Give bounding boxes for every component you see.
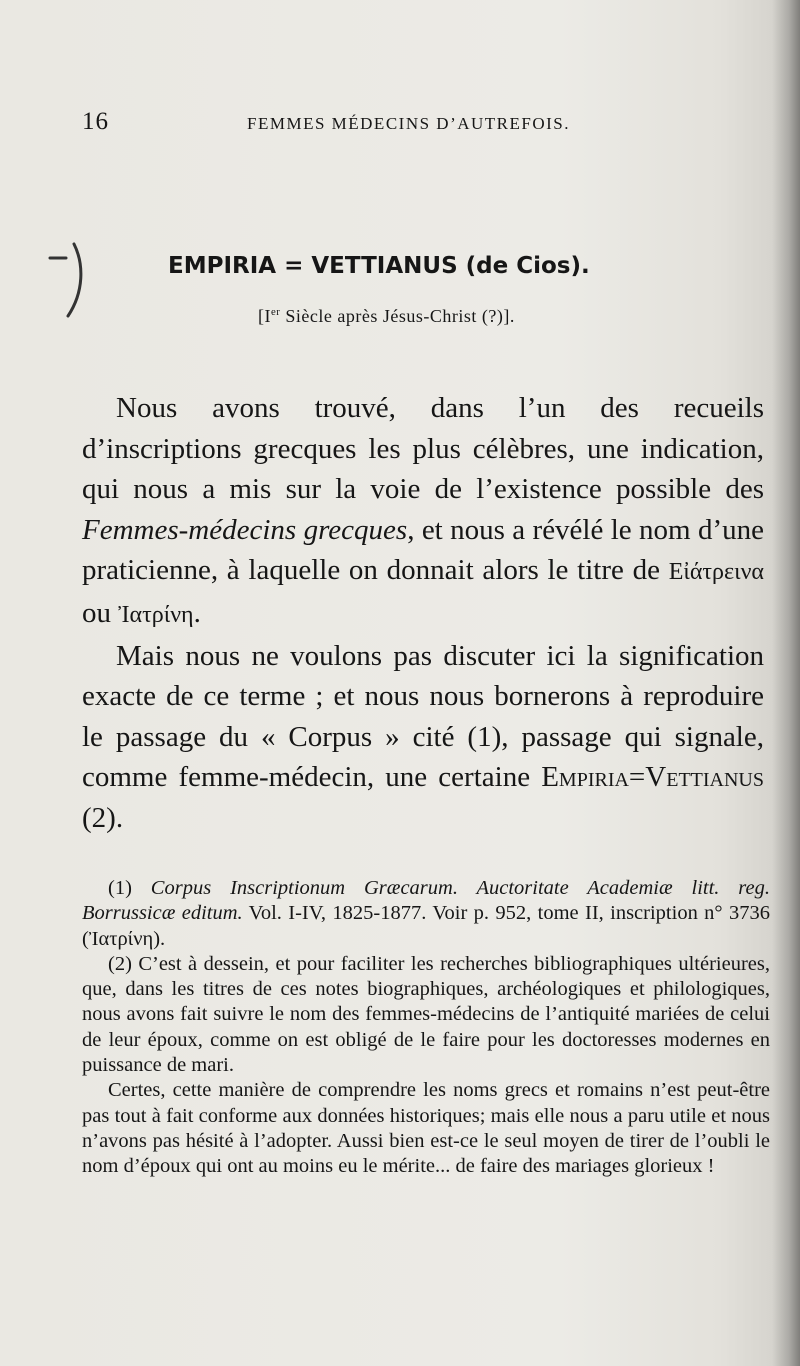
footnotes bbox=[82, 876, 770, 1180]
paragraph-1: Nous avons trouvé, dans l’un des recueils d’inscriptions grecques les plus célèbres, une indication, qui nous a mis sur la voie de l’existence possible des Femmes-médecins grecques, et nous a révélé le nom d’une praticienne, à laquelle on donnait alors le titre de Εἰάτρεινα ou Ἰατρίνη. bbox=[82, 392, 765, 629]
footnote-2-continued: Certes, cette manière de comprendre les noms grecs et romains n’est peut-être pas tout à fait conforme aux données historiques; mais elle nous a paru utile et nous n’avons pas hésité à l’adopter. Aussi bien est-ce le seul moyen de tirer de l’oubli le nom d’époux qui ont au moins eu le mérite... de faire des mariages glorieux ! bbox=[82, 1079, 770, 1178]
footnote-2: (2) C’est à dessein, et pour faciliter les recherches bibliographiques ultérieures, que, dans les titres de ces notes biographiques, archéologiques et philologiques, nous avons fait suivre le nom des femmes-médecins de l’antiquité mariées de celui de leur époux, comme on est obligé de le faire pour les doctoresses modernes en puissance de mari. bbox=[82, 952, 770, 1077]
article-title: EMPIRIA = VETTIANUS (de Cios). bbox=[168, 253, 590, 279]
running-title: FEMMES MÉDECINS D’AUTREFOIS. bbox=[247, 114, 570, 133]
paragraph-2: Mais nous ne voulons pas discuter ici la signification exacte de ce terme ; et nous nous bornerons à reproduire le passage du « Corpus » cité (1), passage qui signale, comme femme-médecin, une certaine Empiria=Vettianus (2). bbox=[82, 639, 764, 834]
margin-bracket-mark bbox=[44, 242, 88, 318]
article-subtitle: [Ier Siècle après Jésus-Christ (?)]. bbox=[258, 306, 515, 326]
page-header bbox=[82, 108, 702, 138]
page-number: 16 bbox=[82, 108, 109, 135]
main-text bbox=[82, 388, 764, 839]
footnote-1: (1) Corpus Inscriptionum Græcarum. Auctoritate Academiæ litt. reg. Borrussicæ editum. Vol. I-IV, 1825-1877. Voir p. 952, tome II, inscription n° 3736 (Ἰατρίνη). bbox=[82, 877, 770, 950]
page-gutter-shadow bbox=[772, 0, 800, 1366]
